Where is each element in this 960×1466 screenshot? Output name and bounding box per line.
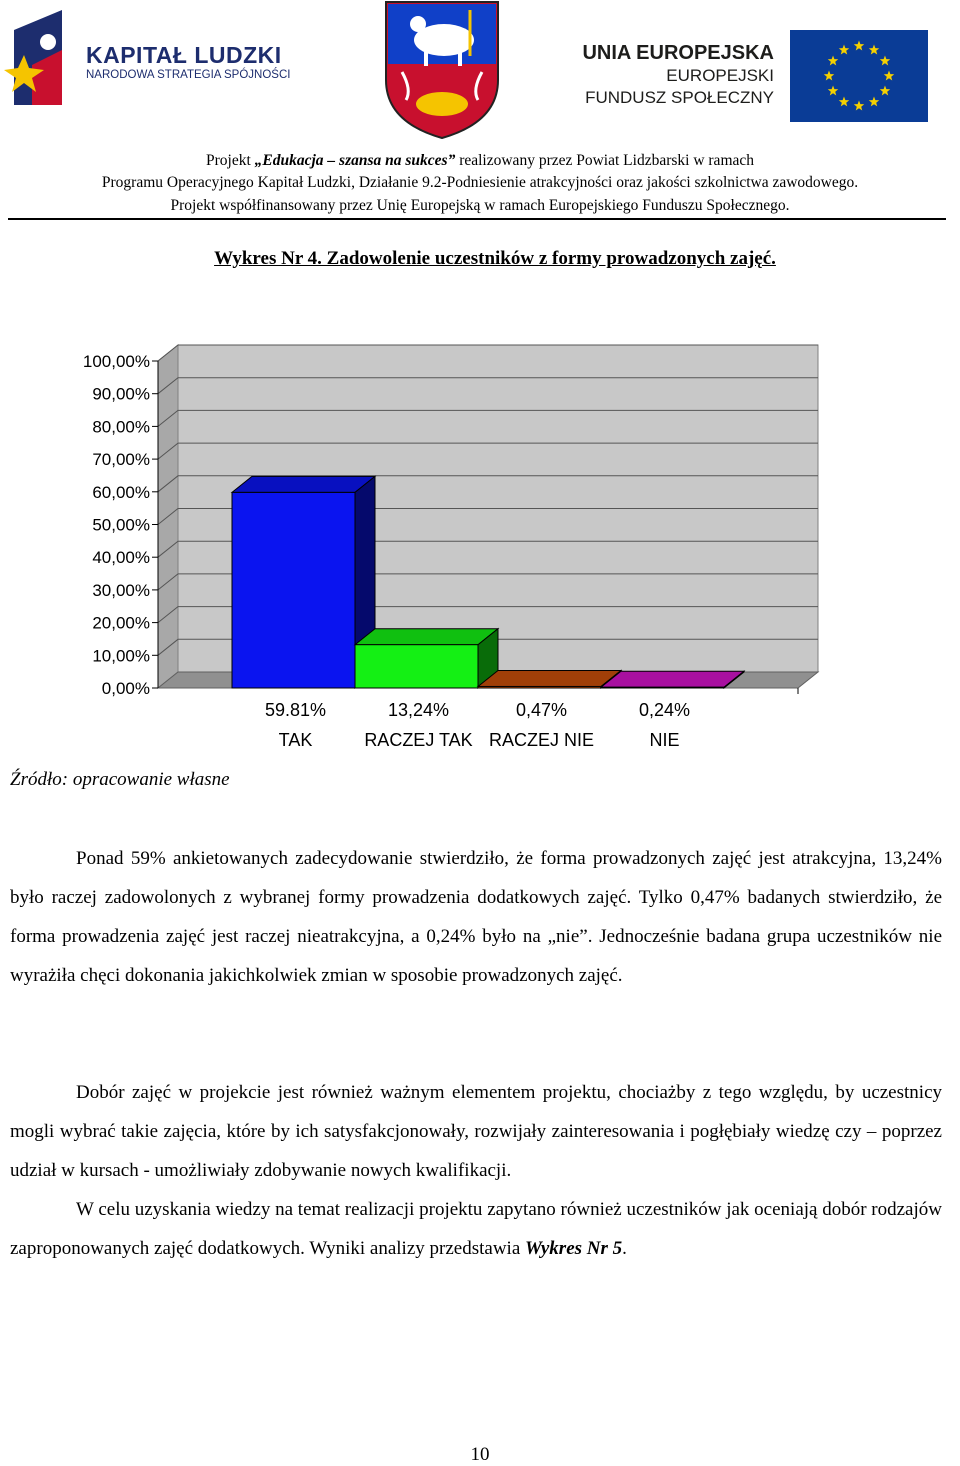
y-tick-label: 0,00% [101,679,150,698]
paragraph-3-end: . [622,1238,627,1259]
y-tick-label: 20,00% [92,613,150,633]
paragraph-3-text [10,1190,942,1268]
header-project-line1 [0,152,960,170]
kl-logo-dot [40,34,56,50]
bar-value-label: 59.81% [264,700,327,720]
y-tick-label: 10,00% [92,646,150,666]
y-tick-label: 100,00% [82,352,150,371]
figure-title: Wykres Nr 4. Zadowolenie uczestników z formy prowadzonych zajęć. [214,248,776,269]
y-tick-label: 50,00% [92,515,150,535]
y-tick-label: 70,00% [92,450,150,470]
bar-top [355,629,498,645]
header-project-line3: Projekt współfinansowany przez Unię Europejską w ramach Europejskiego Funduszu Społecznego. [170,197,790,214]
x-category-label: TAK [278,730,313,750]
header-project-prefix: Projekt [205,152,255,169]
kl-logo-subtitle: NARODOWA STRATEGIA SPÓJNOŚCI [86,69,291,81]
y-tick-label: 60,00% [92,482,150,502]
eu-logo-line1: UNIA EUROPEJSKA [582,42,774,64]
header-project-suffix: realizowany przez Powiat Lidzbarski w ramach [455,152,755,169]
paragraph-1-text: Ponad 59% ankietowanych zadecydowanie stwierdziło, że forma prowadzonych zajęć jest atrakcyjna, 13,24% było raczej zadowolonych z wybranej formy prowadzenia dodatkowych zajęć. Tylko 0,47% badanych stwierdziło, że forma prowadzenia zajęć jest raczej nieatrakcyjna, a 0,24% było na „nie”. Jednocześnie badana grupa uczestników nie wyrażiła chęci dokonania jakichkolwiek zmian w sposobie prowadzonych zajęć. [10,848,942,986]
bar-top [478,670,621,686]
bar-top [601,671,744,687]
paragraph-3-start: W celu uzyskania wiedzy na temat realizacji projektu zapytano również uczestników jak oceniają dobór rodzajów zaproponowanych zajęć dodatkowych. Wyniki analizy przedstawia [10,1199,942,1259]
header-divider [8,218,946,220]
y-tick-label: 80,00% [92,417,150,437]
bar [232,492,355,688]
bar-value-label: 0,24% [638,700,691,720]
chart-source: Źródło: opracowanie własne [10,769,230,790]
bar-top [232,476,375,492]
header-project-line2: Programu Operacyjnego Kapitał Ludzki, Działanie 9.2-Podniesienie atrakcyjności oraz jakości szkolnictwa zawodowego. [101,174,859,191]
bar-value-label: 13,24% [387,700,450,720]
page-number: 10 [470,1444,490,1465]
paragraph-2-text: Dobór zajęć w projekcie jest również ważnym elementem projektu, chociażby z tego względu, by uczestnicy mogli wybrać takie zajęcia, które by ich satysfakcjonowały, rozwijały zainteresowania i pogłębiały wiedzę czy – poprzez udział w kursach - umożliwiały zdobywanie nowych kwalifikacji. [10,1082,942,1181]
x-category-label: RACZEJ TAK [364,730,473,750]
x-category-label: NIE [649,730,680,750]
bar [478,686,601,688]
header-project-name: „Edukacja – szansa na sukces” [254,152,456,169]
y-tick-label: 90,00% [92,384,150,404]
paragraph-2 [10,1073,942,1190]
coat-of-arms-icon [382,0,502,140]
eu-logo-line3: FUNDUSZ SPOŁECZNY [585,88,774,107]
figure-reference: Wykres Nr 5 [525,1238,623,1259]
kl-logo-title: KAPITAŁ LUDZKI [86,42,282,68]
paragraph-3 [10,1190,942,1268]
y-tick-label: 40,00% [92,548,150,568]
bar-chart [0,330,960,760]
eu-logo-line2: EUROPEJSKI [666,66,774,85]
eu-flag-icon [790,30,928,122]
bar [355,645,478,688]
bar-value-label: 0,47% [515,700,568,720]
bar [601,687,724,688]
paragraph-1 [10,839,942,995]
y-tick-label: 30,00% [92,580,150,600]
x-category-label: RACZEJ NIE [488,730,595,750]
